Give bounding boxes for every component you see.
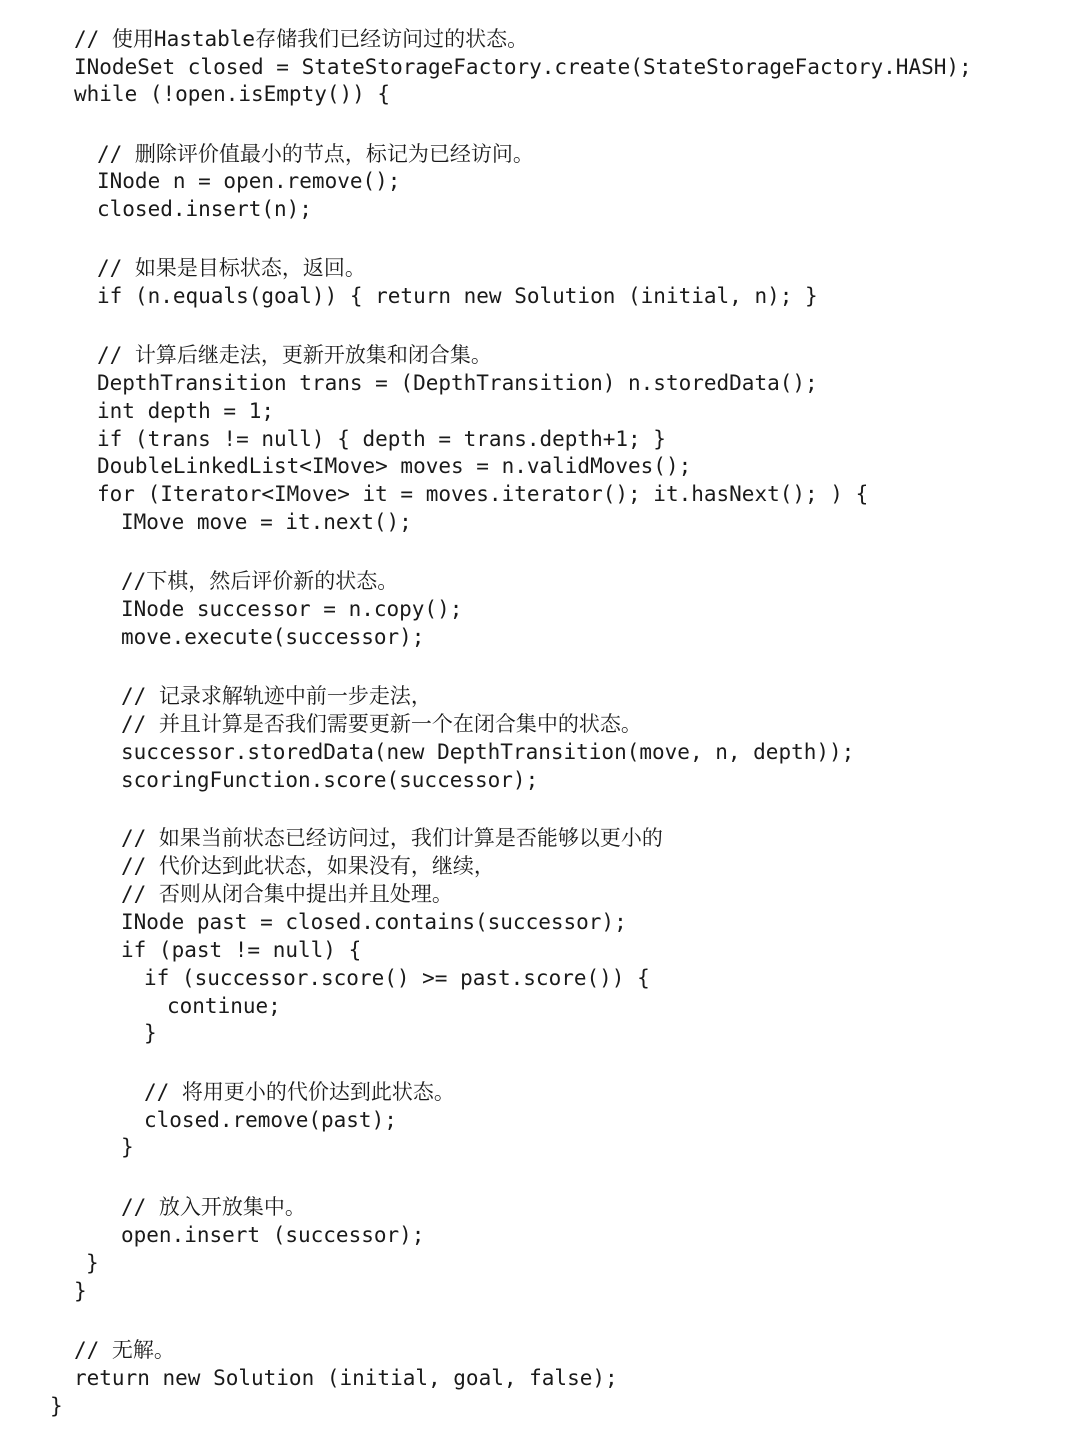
code-line-33: if (past != null) { — [121, 938, 362, 962]
code-line-12: // 计算后继走法，更新开放集和闭合集。 — [97, 343, 492, 367]
code-line-44: } — [86, 1251, 99, 1275]
code-line-26: successor.storedData(new DepthTransition(move, n, depth)); — [121, 740, 855, 764]
code-line-20: //下棋，然后评价新的状态。 — [121, 569, 399, 593]
code-line-48: return new Solution (initial, goal, false); — [74, 1366, 618, 1390]
code-line-27: scoringFunction.score(successor); — [121, 768, 539, 792]
code-line-18: IMove move = it.next(); — [121, 510, 412, 534]
code-line-43: open.insert (successor); — [121, 1223, 425, 1247]
code-line-25: // 并且计算是否我们需要更新一个在闭合集中的状态。 — [121, 712, 642, 736]
code-line-17: for (Iterator<IMove> it = moves.iterator(); it.hasNext(); ) { — [97, 482, 869, 506]
code-line-36: } — [144, 1021, 157, 1045]
code-line-45: } — [74, 1279, 87, 1303]
code-line-40: } — [121, 1135, 134, 1159]
code-line-14: int depth = 1; — [97, 399, 275, 423]
code-line-30: // 代价达到此状态，如果没有，继续， — [121, 854, 495, 878]
code-line-3: while (!open.isEmpty()) { — [74, 82, 391, 106]
code-line-5: // 删除评价值最小的节点，标记为已经访问。 — [97, 142, 534, 166]
code-line-6: INode n = open.remove(); — [97, 169, 401, 193]
code-line-29: // 如果当前状态已经访问过，我们计算是否能够以更小的 — [121, 826, 663, 850]
code-line-38: // 将用更小的代价达到此状态。 — [144, 1080, 455, 1104]
code-line-13: DepthTransition trans = (DepthTransition) n.storedData(); — [97, 371, 818, 395]
code-line-16: DoubleLinkedList<IMove> moves = n.validMoves(); — [97, 454, 692, 478]
code-line-34: if (successor.score() >= past.score()) { — [144, 966, 650, 990]
code-line-21: INode successor = n.copy(); — [121, 597, 463, 621]
code-line-2: INodeSet closed = StateStorageFactory.create(StateStorageFactory.HASH); — [74, 55, 972, 79]
code-line-39: closed.remove(past); — [144, 1108, 397, 1132]
code-line-1: // 使用Hastable存储我们已经访问过的状态。 — [74, 27, 529, 51]
code-line-15: if (trans != null) { depth = trans.depth+1; } — [97, 427, 666, 451]
code-line-24: // 记录求解轨迹中前一步走法， — [121, 684, 432, 708]
code-line-42: // 放入开放集中。 — [121, 1195, 306, 1219]
code-line-47: // 无解。 — [74, 1338, 175, 1362]
code-line-22: move.execute(successor); — [121, 625, 425, 649]
code-line-7: closed.insert(n); — [97, 197, 312, 221]
code-line-32: INode past = closed.contains(successor); — [121, 910, 627, 934]
code-line-10: if (n.equals(goal)) { return new Solution (initial, n); } — [97, 284, 818, 308]
code-line-49: } — [50, 1394, 63, 1418]
code-line-31: // 否则从闭合集中提出并且处理。 — [121, 882, 453, 906]
code-line-9: // 如果是目标状态，返回。 — [97, 256, 366, 280]
code-line-35: continue; — [167, 994, 281, 1018]
